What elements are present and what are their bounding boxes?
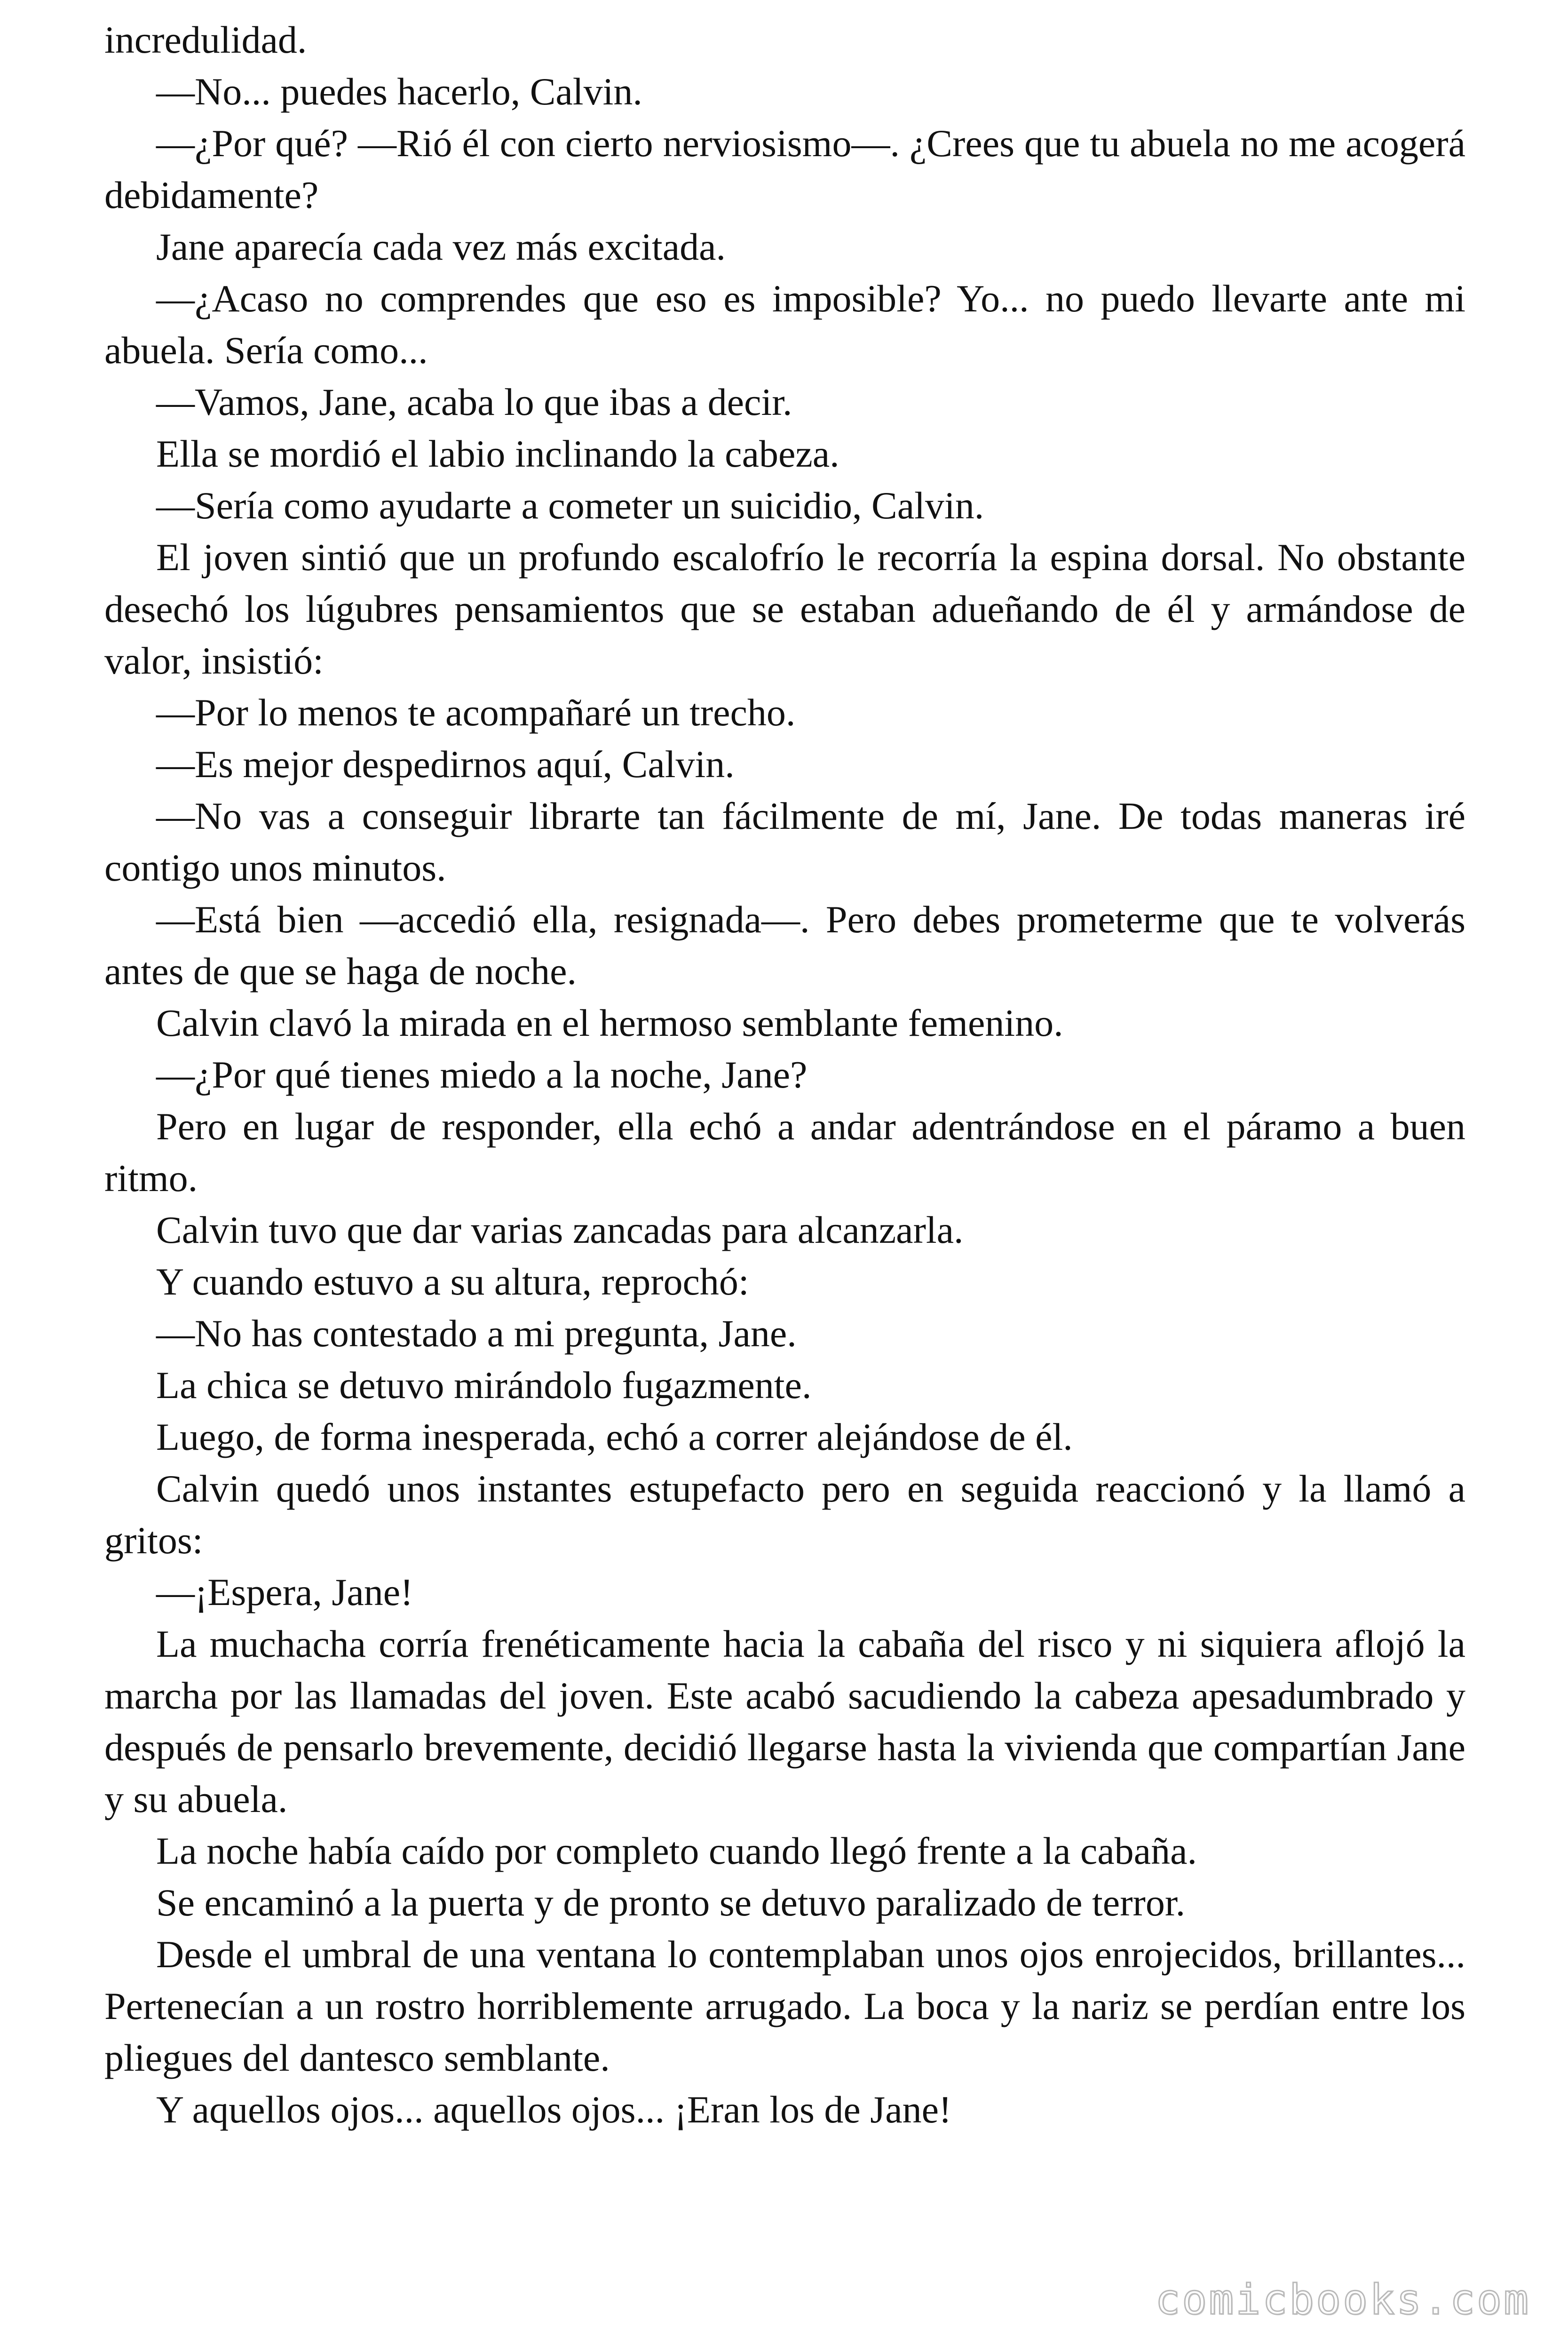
paragraph: —¿Por qué tienes miedo a la noche, Jane? [156, 1053, 808, 1096]
paragraph: La muchacha corría frenéticamente hacia la cabaña del risco y ni siquiera aflojó la marcha por las llamadas del joven. Este acabó sacudiendo la cabeza apesadumbrado y después de pensarlo brevemente, decidió llegarse hasta la vivienda que compartían Jane y su abuela. [104, 1622, 1465, 1820]
paragraph: —¡Espera, Jane! [156, 1571, 413, 1613]
paragraph: Luego, de forma inesperada, echó a correr alejándose de él. [156, 1415, 1073, 1458]
paragraph: Jane aparecía cada vez más excitada. [156, 225, 726, 268]
paragraph: —No has contestado a mi pregunta, Jane. [156, 1312, 797, 1355]
paragraph: —Por lo menos te acompañaré un trecho. [156, 691, 796, 734]
paragraph: La chica se detuvo mirándolo fugazmente. [156, 1364, 812, 1406]
paragraph: Pero en lugar de responder, ella echó a andar adentrándose en el páramo a buen ritmo. [104, 1105, 1465, 1200]
paragraph: Calvin clavó la mirada en el hermoso semblante femenino. [156, 1001, 1063, 1044]
paragraph: Y cuando estuvo a su altura, reprochó: [156, 1260, 749, 1303]
paragraph: —No vas a conseguir librarte tan fácilmente de mí, Jane. De todas maneras iré contigo unos minutos. [104, 795, 1465, 889]
paragraph: Desde el umbral de una ventana lo contemplaban unos ojos enrojecidos, brillantes... Pertenecían a un rostro horriblemente arrugado. La boca y la nariz se perdían entre los pliegues del dantesco semblante. [104, 1933, 1465, 2079]
paragraph: —¿Acaso no comprendes que eso es imposible? Yo... no puedo llevarte ante mi abuela. Sería como... [104, 277, 1465, 372]
paragraph: —Es mejor despedirnos aquí, Calvin. [156, 743, 735, 786]
paragraph: Ella se mordió el labio inclinando la cabeza. [156, 432, 839, 475]
paragraph: —¿Por qué? —Rió él con cierto nerviosismo—. ¿Crees que tu abuela no me acogerá debidamente? [104, 122, 1465, 216]
paragraph: Calvin quedó unos instantes estupefacto pero en seguida reaccionó y la llamó a gritos: [104, 1467, 1465, 1562]
paragraph: La noche había caído por completo cuando llegó frente a la cabaña. [156, 1829, 1197, 1872]
paragraph: Calvin tuvo que dar varias zancadas para alcanzarla. [156, 1208, 964, 1251]
paragraph: Y aquellos ojos... aquellos ojos... ¡Eran los de Jane! [156, 2088, 952, 2131]
paragraph: incredulidad. [104, 18, 307, 61]
paragraph: —Sería como ayudarte a cometer un suicidio, Calvin. [156, 484, 984, 527]
page-text-body [104, 14, 1465, 2136]
paragraph: —Vamos, Jane, acaba lo que ibas a decir. [156, 381, 792, 423]
paragraph: Se encaminó a la puerta y de pronto se detuvo paralizado de terror. [156, 1881, 1186, 1924]
paragraph: El joven sintió que un profundo escalofrío le recorría la espina dorsal. No obstante desechó los lúgubres pensamientos que se estaban adueñando de él y armándose de valor, insistió: [104, 536, 1465, 682]
paragraph: —No... puedes hacerlo, Calvin. [156, 70, 642, 113]
paragraph: —Está bien —accedió ella, resignada—. Pero debes prometerme que te volverás antes de que se haga de noche. [104, 898, 1465, 993]
watermark: comicbooks.com [1155, 2275, 1530, 2324]
